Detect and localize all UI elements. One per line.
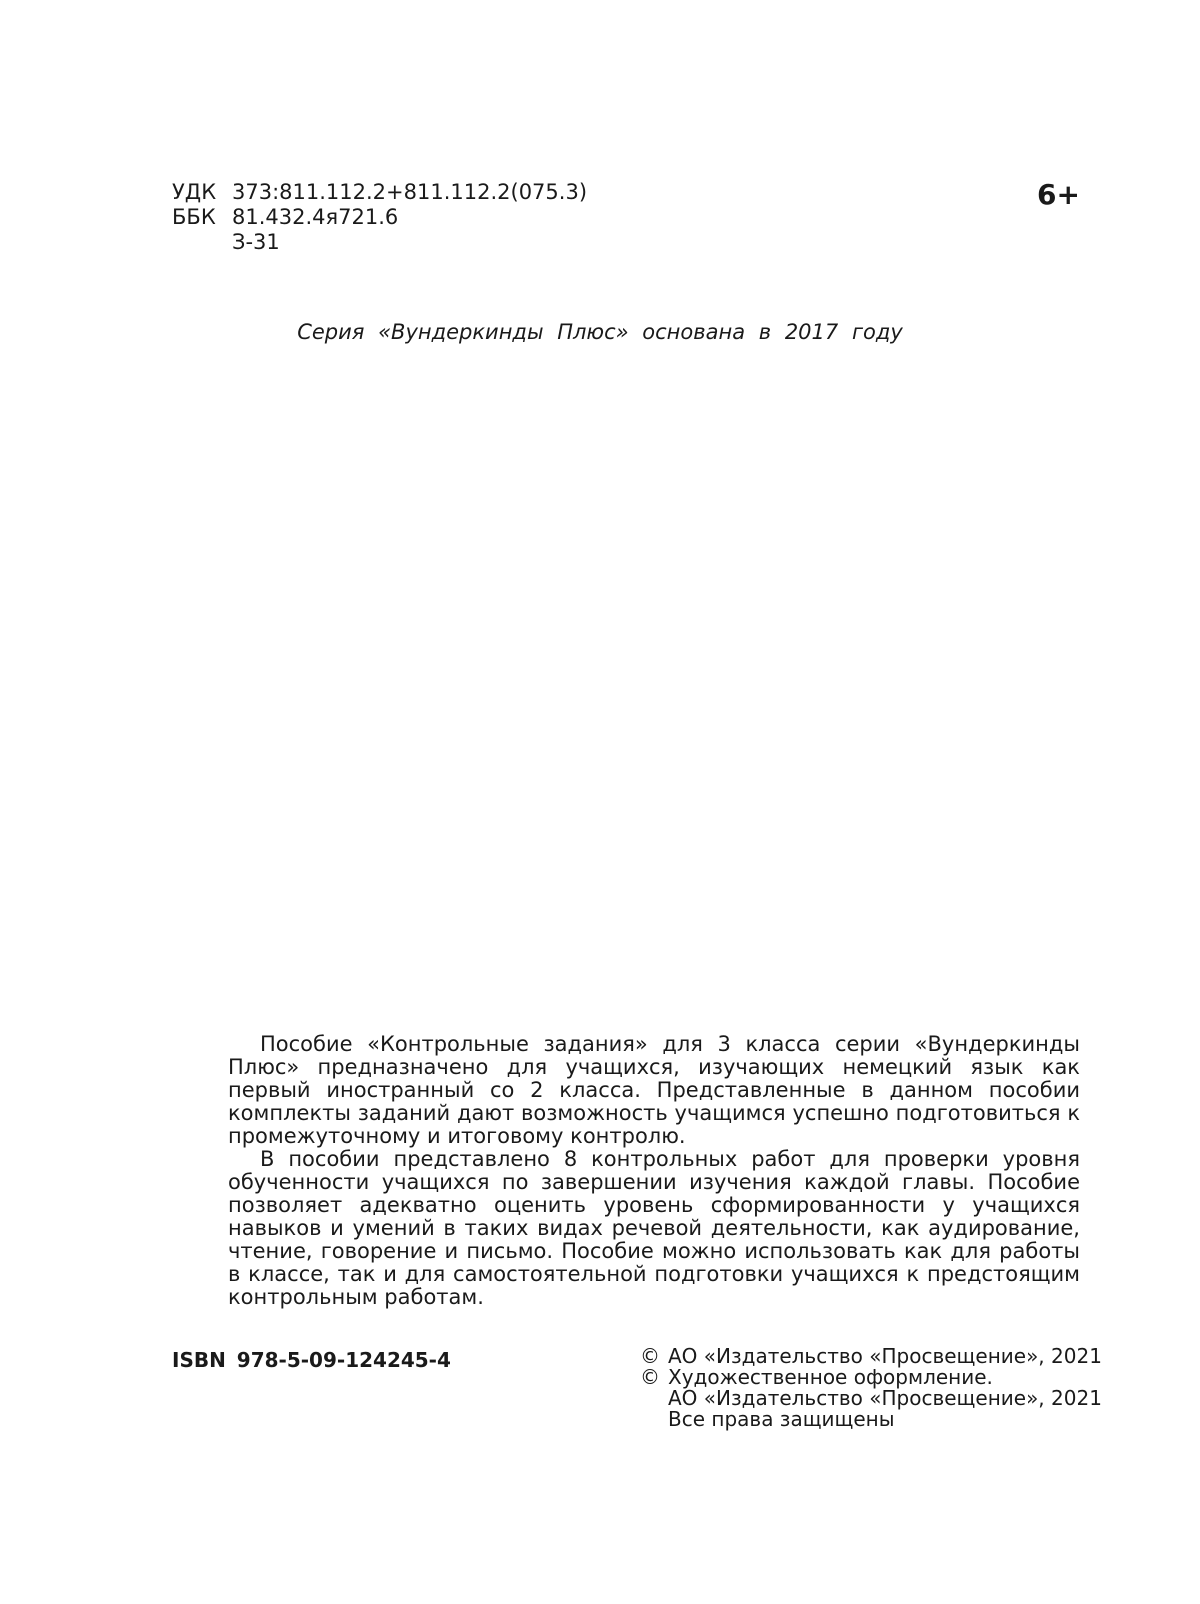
bbk-value: 81.432.4я721.6	[232, 205, 399, 229]
copyright-design-publisher: АО «Издательство «Просвещение», 2021	[668, 1386, 1102, 1410]
annotation-paragraph-2: В пособии представлено 8 контрольных работ для проверки уровня обученности учащихся по завершении изучения каждой главы. Пособие позволяет адекватно оценить уровень сформированности у учащихся навыков и умений в таких видах речевой деятельности, как аудирование, чтение, говорение и письмо. Пособие можно использовать как для работы в классе, так и для самостоятельной подготовки учащихся к предстоящим контрольным работам.	[228, 1147, 1080, 1309]
copyright-block	[640, 1344, 1102, 1431]
copyright-publisher: АО «Издательство «Просвещение», 2021	[668, 1344, 1102, 1368]
udk-value: 373:811.112.2+811.112.2(075.3)	[232, 180, 588, 204]
author-mark-row	[172, 230, 587, 255]
copyright-row-2	[640, 1367, 1080, 1388]
classification-codes	[172, 180, 587, 255]
copyright-row-1	[640, 1344, 1102, 1368]
copyright-symbol: ©	[640, 1365, 660, 1389]
annotation-paragraph-1: Пособие «Контрольные задания» для 3 класса серии «Вундеркинды Плюс» предназначено для учащихся, изучающих немецкий язык как первый иностранный со 2 класса. Представленные в данном пособии комплекты заданий дают возможность учащимся успешно подготовиться к промежуточному и итоговому контролю.	[228, 1032, 1080, 1148]
copyright-row-4	[640, 1409, 1080, 1430]
bbk-label: ББК	[172, 205, 216, 229]
isbn: ISBN 978-5-09-124245-4	[172, 1348, 451, 1372]
copyright-design: Художественное оформление.	[668, 1365, 993, 1389]
udk-label: УДК	[172, 180, 217, 204]
bbk-row	[172, 205, 587, 230]
author-mark: З-31	[232, 230, 280, 254]
annotation	[228, 1033, 1080, 1309]
age-rating: 6+	[1037, 178, 1080, 211]
series-note: Серия «Вундеркинды Плюс» основана в 2017 году	[297, 320, 903, 344]
copyright-row-3	[640, 1386, 1102, 1410]
all-rights-reserved: Все права защищены	[668, 1407, 895, 1431]
copyright-symbol: ©	[640, 1344, 660, 1368]
udk-row	[172, 180, 587, 205]
